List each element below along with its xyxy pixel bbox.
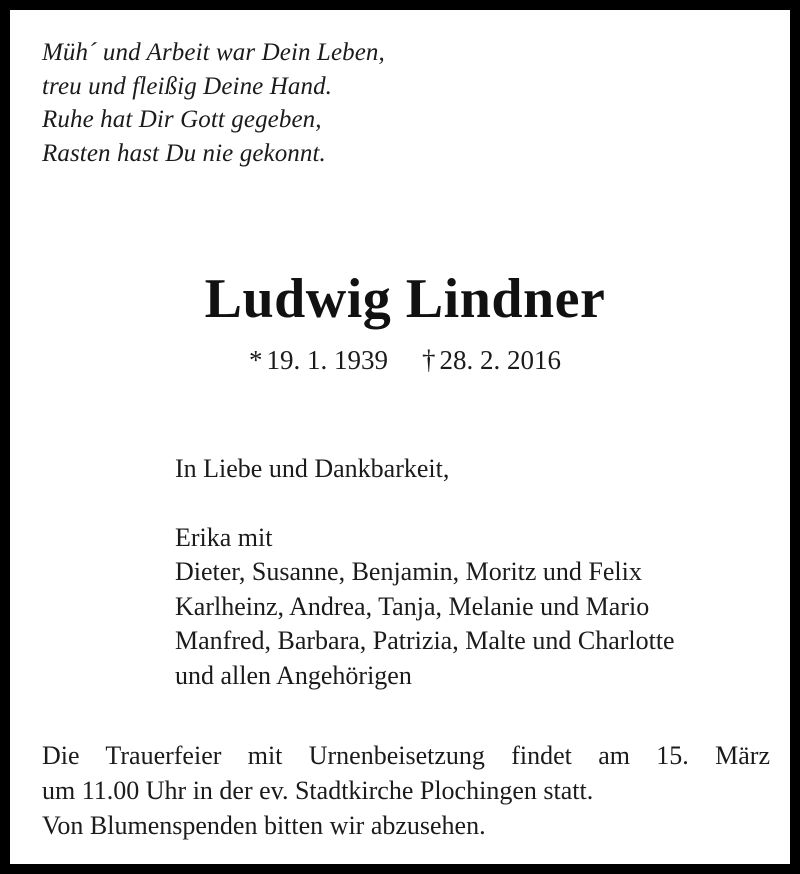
family-line-1: Erika mit	[175, 522, 273, 552]
details-line-1: Die Trauerfeier mit Urnenbeisetzung findet am 15. März	[42, 741, 770, 770]
birth-date: 19. 1. 1939	[266, 345, 388, 375]
death-cross-icon: †	[422, 345, 436, 375]
notice-inner	[10, 10, 790, 864]
family-block	[175, 452, 795, 693]
death-date: 28. 2. 2016	[439, 345, 561, 375]
family-line-4: Manfred, Barbara, Patrizia, Malte und Charlotte	[175, 626, 675, 655]
funeral-details	[42, 738, 770, 843]
life-dates	[10, 343, 800, 377]
verse-line-4: Rasten hast Du nie gekonnt.	[42, 139, 326, 167]
details-line-3: Von Blumenspenden bitten wir abzusehen.	[42, 811, 486, 840]
family-line-2: Dieter, Susanne, Benjamin, Moritz und Felix	[175, 557, 642, 586]
verse-line-1: Müh´ und Arbeit war Dein Leben,	[42, 39, 385, 66]
details-line-2: um 11.00 Uhr in der ev. Stadtkirche Plochingen statt.	[42, 776, 594, 805]
verse-line-2: treu und fleißig Deine Hand.	[42, 72, 333, 100]
family-line-5: und allen Angehörigen	[175, 660, 412, 690]
family-line-3: Karlheinz, Andrea, Tanja, Melanie und Mario	[175, 591, 650, 621]
deceased-name: Ludwig Lindner	[204, 268, 606, 330]
birth-star-icon: *	[249, 345, 263, 375]
verse-line-3: Ruhe hat Dir Gott gegeben,	[42, 106, 322, 133]
memorial-verse	[42, 36, 742, 170]
dedication-text: In Liebe und Dankbarkeit,	[175, 454, 450, 483]
